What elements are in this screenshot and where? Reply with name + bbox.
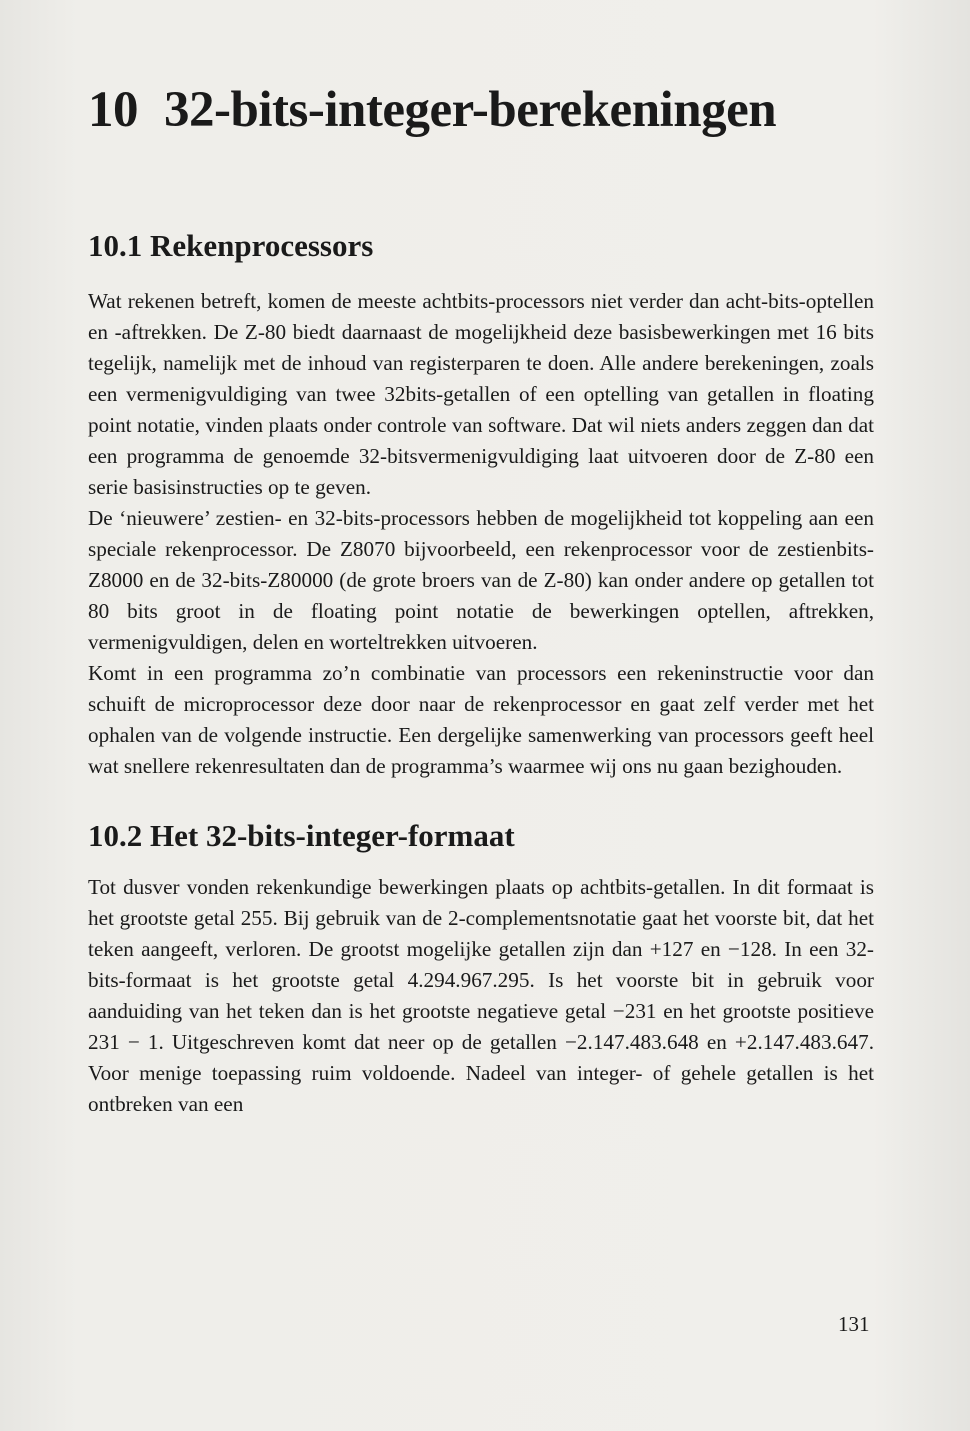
paragraph: Tot dusver vonden rekenkundige bewerkingen plaats op achtbits-getallen. In dit formaat is het grootste getal 255. Bij gebruik van de 2-complementsnotatie gaat het voorste bit, dat het teken aangeeft, verloren. De grootst mogelijke getallen zijn dan +127 en −128. In een 32-bits-formaat is het grootste getal 4.294.967.295. Is het voorste bit in gebruik voor aanduiding van het teken dan is het grootste negatieve getal −231 en het grootste positieve 231 − 1. Uitgeschreven komt dat neer op de getallen −2.147.483.648 en +2.147.483.647. Voor menige toepassing ruim voldoende. Nadeel van integer- of gehele getallen is het ontbreken van een — [88, 875, 874, 1116]
page-content — [88, 80, 874, 1120]
section-body-rekenprocessors — [88, 286, 874, 782]
section-heading-integer-formaat: 10.2 Het 32-bits-integer-formaat — [88, 818, 515, 853]
page-number: 131 — [838, 1312, 870, 1336]
section-body-integer-formaat — [88, 872, 874, 1120]
paragraph: De ‘nieuwere’ zestien- en 32-bits-processors hebben de mogelijkheid tot koppeling aan een speciale rekenprocessor. De Z8070 bijvoorbeeld, een rekenprocessor voor de zestienbits-Z8000 en de 32-bits-Z80000 (de grote broers van de Z-80) kan onder andere op getallen tot 80 bits groot in de floating point notatie de bewerkingen optellen, aftrekken, vermenigvuldigen, delen en worteltrekken uitvoeren. — [88, 506, 874, 654]
paragraph: Wat rekenen betreft, komen de meeste achtbits-processors niet verder dan acht-bits-optellen en -aftrekken. De Z-80 biedt daarnaast de mogelijkheid deze basisbewerkingen met 16 bits tegelijk, namelijk met de inhoud van registerparen te doen. Alle andere berekeningen, zoals een vermenigvuldiging van twee 32bits-getallen of een optelling van getallen in floating point notatie, vinden plaats onder controle van software. Dat wil niets anders zeggen dan dat een programma de genoemde 32-bitsvermenigvuldiging laat uitvoeren door de Z-80 een serie basisinstructies op te geven. — [88, 289, 874, 499]
paragraph: Komt in een programma zo’n combinatie van processors een rekeninstructie voor dan schuift de microprocessor deze door naar de rekenprocessor en gaat zelf verder met het ophalen van de volgende instructie. Een dergelijke samenwerking van processors geeft heel wat snellere rekenresultaten dan de programma’s waarmee wij ons nu gaan bezighouden. — [88, 661, 874, 778]
section-heading-rekenprocessors: 10.1 Rekenprocessors — [88, 228, 374, 263]
chapter-title-text: 32-bits-integer-berekeningen — [164, 82, 777, 138]
chapter-number: 10 — [88, 82, 138, 138]
chapter-title — [88, 80, 874, 140]
